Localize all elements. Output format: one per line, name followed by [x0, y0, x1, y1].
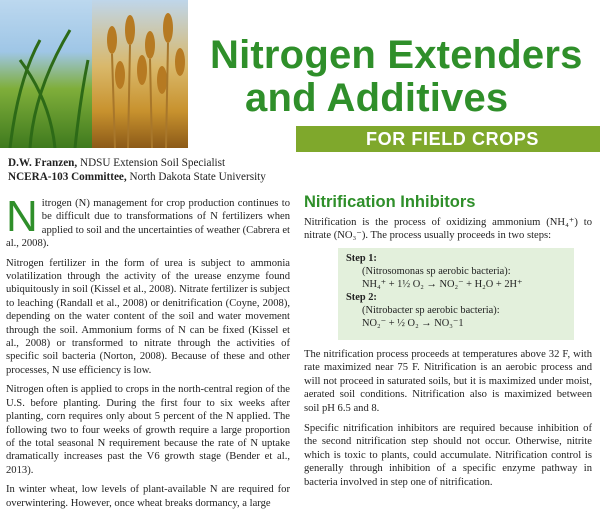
crop-illustration — [0, 0, 188, 148]
author-line-1 — [8, 156, 266, 170]
nitrification-intro: Nitrification is the process of oxidizing ammonium (NH₄⁺) to nitrate (NO₃⁻). The process usually proceeds in two steps: — [304, 217, 592, 242]
step-1-organism: (Nitrosomonas sp aerobic bacteria): — [362, 266, 511, 277]
author-role: NDSU Extension Soil Specialist — [77, 157, 226, 169]
title-line-1: Nitrogen Extenders — [210, 33, 583, 77]
paragraph-inhibitors: Specific nitrification inhibitors are required because inhibition of the second nitrification step should not occur. Otherwise, nitrite which is toxic to plants, could accumulate. Nitrification control is generally through inhibition of a specific enzyme pathway in bacteria involved in step one of nitrification. — [304, 423, 592, 488]
left-column — [6, 192, 290, 516]
section-heading: Nitrification Inhibitors — [304, 193, 476, 211]
committee-name: NCERA-103 Committee, — [8, 171, 127, 183]
paragraph-wheat: In winter wheat, low levels of plant-available N are required for overwintering. However, once wheat breaks dormancy, a large — [6, 484, 290, 509]
step-2-organism: (Nitrobacter sp aerobic bacteria): — [362, 305, 500, 316]
intro-paragraph — [6, 192, 290, 251]
author-name: D.W. Franzen, — [8, 157, 78, 169]
header-photo-corn-wheat — [0, 0, 188, 148]
author-block — [8, 156, 266, 184]
drop-cap: N — [6, 192, 38, 241]
paragraph-corn: Nitrogen often is applied to crops in the north-central region of the U.S. before planting. During the first four to six weeks after planting, corn requires only about 5 percent of the N applied. The following two to four weeks of growth require a large proportion of the total seasonal N requirement because the rate of N uptake dramatically increases past the V6 growth stage (Bender et al., 2013). — [6, 384, 290, 476]
subtitle-banner-text: FOR FIELD CROPS — [366, 129, 540, 149]
title-line-2: and Additives — [245, 76, 509, 120]
paragraph-urea: Nitrogen fertilizer in the form of urea is subject to ammonia volatilization through the activity of the urease enzyme found ubiquitously in soil (Kissel et al., 2008). Nitrate fertilizer is subject to leaching (Randall et al., 2008) or denitrification (Coyne, 2008), depending on the water content of the soil and water movement through the soil. Ammonium forms of N can be fixed (Kissel et al., 2008) or transformed to nitrate through the activities of specific soil bacteria (Norton, 2008). Because of these and other processes, N use efficiency is low. — [6, 257, 290, 376]
subtitle-banner — [296, 126, 600, 152]
paragraph-temperature: The nitrification process proceeds at temperatures above 32 F, with rate maximized near 75 F. Nitrification is an aerobic process and will not proceed in saturated soils, but it is maximized under moist, aerated soil conditions. Nitrification also is maximized between soil pH 6.5 and 8. — [304, 349, 592, 414]
step-1-label: Step 1: — [346, 253, 377, 264]
step-1-equation: NH₄⁺ + 1½ O₂ → NO₂⁻ + H₂O + 2H⁺ — [362, 279, 523, 290]
author-line-2 — [8, 170, 266, 184]
right-column-body — [304, 348, 592, 496]
step-2-label: Step 2: — [346, 292, 377, 303]
committee-affiliation: North Dakota State University — [126, 171, 266, 183]
nitrification-steps-box — [338, 248, 574, 340]
step-2-equation: NO₂⁻ + ½ O₂ → NO₃⁻1 — [362, 318, 464, 329]
intro-text: itrogen (N) management for crop production continues to be difficult due to transformations of N fertilizers when applied to soil and the uncertainties of weather (Cabrera et al., 2008). — [6, 198, 290, 250]
section-intro — [304, 216, 592, 249]
